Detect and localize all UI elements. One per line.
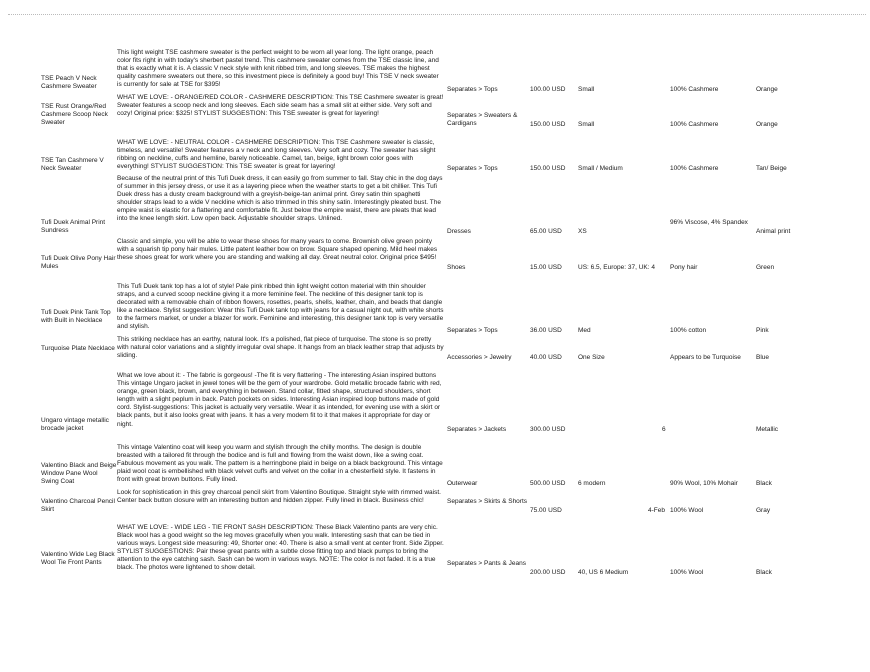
page-border — [8, 14, 866, 17]
row-3-size: XS — [578, 228, 587, 235]
row-5-size: Med — [578, 327, 591, 334]
row-6-color: Blue — [756, 354, 770, 361]
row-2-color: Tan/ Beige — [756, 165, 787, 172]
row-9-description: Look for sophistication in this grey charcoal pencil skirt from Valentino Boutique. Straight style with rimmed waist. Center back button closure with an interesting button and hidden zipper. Fully lined in black. Business chic! — [117, 489, 441, 505]
row-7-color: Metallic — [756, 426, 779, 433]
row-3-category: Dresses — [447, 228, 471, 235]
row-10-category: Separates > Pants & Jeans — [447, 560, 526, 567]
row-10-name: Valentino Wide Leg Black Wool Tie Front Pants — [41, 551, 115, 567]
row-4-name: Tufi Duek Olive Pony Hair Mules — [41, 255, 116, 271]
row-9-price: 75.00 USD — [530, 507, 562, 514]
row-4-size: US: 6.5, Europe: 37, UK: 4 — [578, 264, 655, 271]
row-5-price: 36.00 USD — [530, 327, 562, 334]
row-3-description: Because of the neutral print of this Tufi Duek dress, it can easily go from summer to fall. Stay chic in the dog days of summer in this jersey dress, or use it as a layering piece when the weather starts to get a bit chillier. This Tufi Duek dress has a dusty cream background with a greyish-beige-tan animal print. Grey satin thin spaghetti shoulder straps lead to a wide V neckline which is also trimmed in this shiny satin. Interestingly pleated bust. The empire waist is elastic for a flattering and comfortable fit. Just below the empire waist, there are pleats that lead into the knee length skirt. Low open back. Adjustable shoulder straps. Unlined. — [117, 175, 443, 223]
row-1-size: Small — [578, 121, 595, 128]
row-9-name: Valentino Charcoal Pencil Skirt — [41, 498, 115, 514]
row-5-category: Separates > Tops — [447, 327, 498, 334]
row-0-price: 100.00 USD — [530, 86, 566, 93]
row-5-name: Tufi Duek Pink Tank Top with Built in Necklace — [41, 309, 111, 325]
row-4-price: 15.00 USD — [530, 264, 562, 271]
row-4-material: Pony hair — [670, 264, 698, 271]
row-9-extra-value: 4-Feb — [648, 507, 665, 514]
row-0-category: Separates > Tops — [447, 86, 498, 93]
row-1-price: 150.00 USD — [530, 121, 566, 128]
row-10-description: WHAT WE LOVE: - WIDE LEG - TIE FRONT SASH DESCRIPTION: These Black Valentino pants are very chic. Black wool has a good weight so the leg moves gracefully when you walk. Interesting sash that can be tied in various ways. Longest side measuring: 49, Shorter one: 40. There is also a small vent at center front. Side Zipper. STYLIST SUGGESTIONS: Pair these great pants with a subtle close fitting top and black pumps to bring the attention to the eye catching sash. Sash can be worn in various ways. NOTE: The color is not faded. It is a true black. The photos were lightened to show detail. — [117, 524, 444, 572]
row-1-material: 100% Cashmere — [670, 121, 719, 128]
row-2-price: 150.00 USD — [530, 165, 566, 172]
row-2-name: TSE Tan Cashmere V Neck Sweater — [41, 157, 104, 173]
row-4-color: Green — [756, 264, 775, 271]
row-10-color: Black — [756, 569, 772, 576]
row-2-description: WHAT WE LOVE: - NEUTRAL COLOR - CASHMERE DESCRIPTION: This TSE Cashmere sweater is classic, timeless, and versatile! Sweater features a v neck and long sleeves. Very soft and cozy. The sweater has slight ribbing on neckline, cuffs and hemline, barely noticeable. Camel, tan, beige, light brown color goes with everything! STYLIST SUGGESTION: This TSE sweater is great for layering! — [117, 139, 436, 171]
row-0-description: This light weight TSE cashmere sweater is the perfect weight to be worn all year long. The light orange, peach color fits right in with today's sherbert pastel trend. This cashmere sweater comes from the TSE classic line, and that is exactly what it is. A classic V neck style with knit ribbed trim, and long sleeves. TSE makes the highest quality cashmere sweaters out there, so this investment piece is definitely a good buy! This TSE V neck sweater is currently for sale at TSE for $395! — [117, 49, 439, 89]
row-3-color: Animal print — [756, 228, 791, 235]
row-2-size: Small / Medium — [578, 165, 623, 172]
row-1-color: Orange — [756, 121, 778, 128]
row-7-category: Separates > Jackets — [447, 426, 507, 433]
row-8-color: Black — [756, 480, 772, 487]
row-7-name: Ungaro vintage metallic brocade jacket — [41, 417, 109, 433]
row-7-description: What we love about it: - The fabric is gorgeous! -The fit is very flattering - The interesting Asian inspired buttons This vintage Ungaro jacket in jewel tones will be the gem of your wardrobe. Gold metallic brocade fabric with red, orange, green black, brown, and everything in between. Stand collar, fitted shape, structured shoulders, short length with a slight peplum in back. Patch pockets on sides. Interesting Asian inspired loop buttons made of gold cord. Stylist-suggestions: This jacket is actually very versatile. Wear it as intended, for evening use with a skirt or black pants, but it also looks great with jeans. It has a very modern fit to it that makes it appropriate for day or night. — [117, 372, 442, 428]
row-1-category: Separates > Sweaters & Cardigans — [447, 112, 518, 128]
row-1-description: WHAT WE LOVE: - ORANGE/RED COLOR - CASHMERE DESCRIPTION: This TSE Cashmere sweater is great! Sweater features a scoop neck and long sleeves. Each side seam has a small slit at either side. Very soft and cozy! Original price: $325! STYLIST SUGGESTION: This TSE sweater is great for layering! — [117, 94, 444, 118]
row-8-size: 6 modern — [578, 480, 606, 487]
row-8-price: 500.00 USD — [530, 480, 566, 487]
row-6-size: One Size — [578, 354, 605, 361]
row-3-price: 65.00 USD — [530, 228, 562, 235]
row-1-name: TSE Rust Orange/Red Cashmere Scoop Neck Sweater — [41, 103, 108, 127]
row-3-name: Tufi Duek Animal Print Sundress — [41, 219, 106, 235]
row-6-description: This striking necklace has an earthy, natural look. It's a polished, flat piece of turquoise. The stone is so pretty with natural color variations and a slightly irregular oval shape. It hangs from an black leather strap that adjusts by sliding. — [117, 336, 444, 360]
row-10-size: 40, US 6 Medium — [578, 569, 629, 576]
row-9-category: Separates > Skirts & Shorts — [447, 498, 528, 505]
row-6-material: Appears to be Turquoise — [670, 354, 741, 361]
row-0-material: 100% Cashmere — [670, 86, 719, 93]
row-6-name: Turquoise Plate Necklace — [41, 345, 115, 352]
row-10-material: 100% Wool — [670, 569, 704, 576]
row-8-category: Outerwear — [447, 480, 478, 487]
row-6-category: Accessories > Jewelry — [447, 354, 512, 361]
row-6-price: 40.00 USD — [530, 354, 562, 361]
row-4-description: Classic and simple, you will be able to wear these shoes for many years to come. Brownish olive green pointy with a squarish tip pony hair mules. Little patent leather bow on brow. Square shaped opening. Mild heel makes these shoes great for work where you are standing and walking all day. Great neutral color. Original price $495! — [117, 238, 438, 262]
row-8-description: This vintage Valentino coat will keep you warm and stylish through the chilly months. The design is double breasted with a tailored fit through the bodice and is full and flowing from the waist down, like a swing coat. Fabulous movement as you walk. The pattern is a herringbone plaid in beige on a black background. This vintage plaid wool coat is embellished with black velvet cuffs and velvet on the collar in a chesterfield style. It fastens in front with great brown buttons. Fully lined. — [117, 444, 443, 484]
row-2-material: 100% Cashmere — [670, 165, 719, 172]
row-2-category: Separates > Tops — [447, 165, 498, 172]
row-9-material: 100% Wool — [670, 507, 704, 514]
row-4-category: Shoes — [447, 264, 466, 271]
row-7-extra-value: 6 — [662, 426, 666, 433]
row-0-color: Orange — [756, 86, 778, 93]
row-9-color: Gray — [756, 507, 771, 514]
row-0-name: TSE Peach V Neck Cashmere Sweater — [41, 75, 97, 91]
row-5-material: 100% cotton — [670, 327, 707, 334]
row-8-name: Valentino Black and Beige Window Pane Wool Swing Coat — [41, 462, 117, 486]
row-10-price: 200.00 USD — [530, 569, 566, 576]
row-3-material: 96% Viscose, 4% Spandex — [670, 219, 748, 226]
row-7-price: 300.00 USD — [530, 426, 566, 433]
row-8-material: 90% Wool, 10% Mohair — [670, 480, 738, 487]
row-5-description: This Tufi Duek tank top has a lot of style! Pale pink ribbed thin light weight cotton material with thin shoulder straps, and a curved scoop neckline giving it a more feminine feel. The neckline of this designer tank top is decorated with a removable chain of ribbon flowers, rosettes, pearls, shells, leather, chain, and beads that dangle like a necklace. Stylist suggestion: Wear this Tufi Duek tank top with jeans for a casual night out, with white shorts to the farmers market, or under a blazer for work. Feminine and interesting, this designer tank top is very versatile and stylish. — [117, 283, 444, 331]
row-5-color: Pink — [756, 327, 769, 334]
row-0-size: Small — [578, 86, 595, 93]
